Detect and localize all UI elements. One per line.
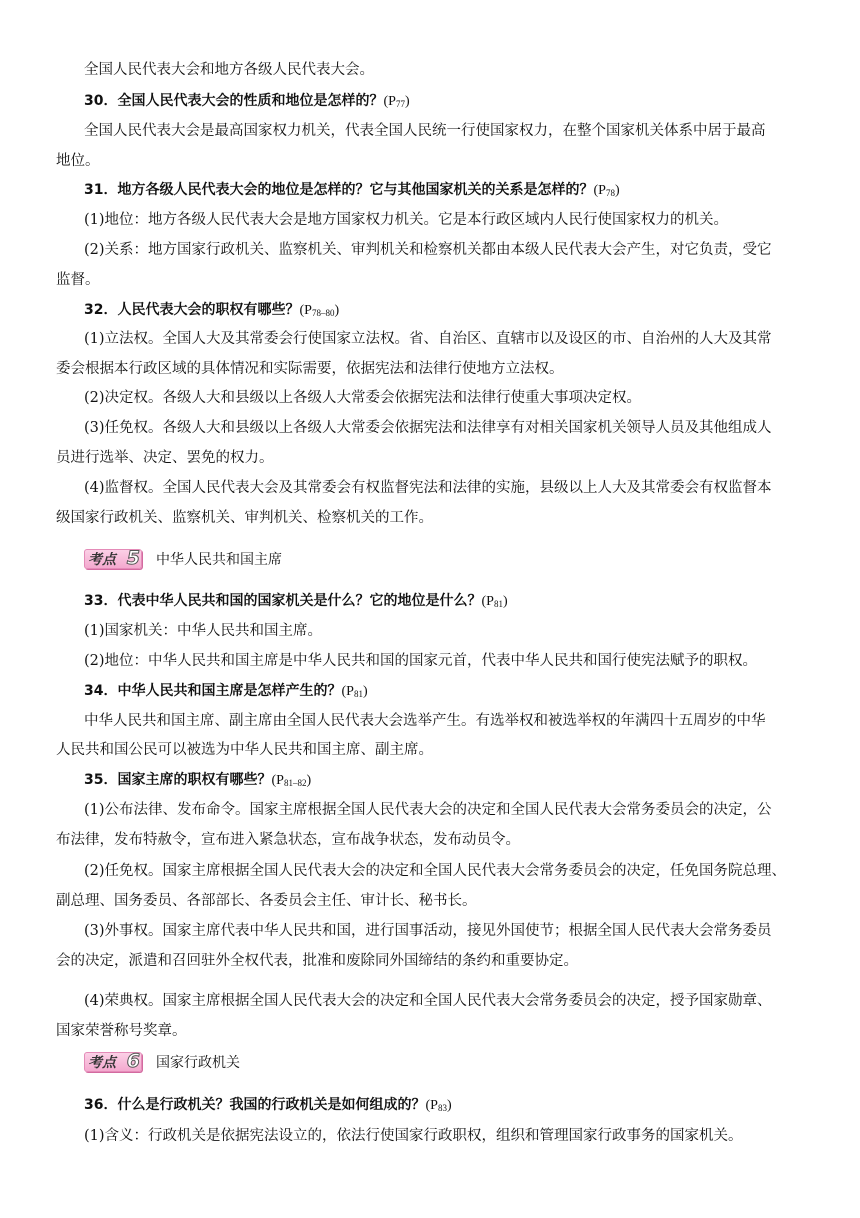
text-line: 布法律，发布特赦令，宣布进入紧急状态，宣布战争状态，发布动员令。: [56, 832, 520, 848]
text-line: 委会根据本行政区域的具体情况和实际需要，依据宪法和法律行使地方立法权。: [56, 361, 564, 377]
question-31: 31．地方各级人民代表大会的地位是怎样的？它与其他国家机关的关系是怎样的？$(P_{78})$: [84, 182, 620, 198]
question-33: 33．代表中华人民共和国的国家机关是什么？它的地位是什么？$(P_{81})$: [84, 593, 508, 609]
text-line: 级国家行政机关、监察机关、审判机关、检察机关的工作。: [56, 510, 433, 526]
text-line: 全国人民代表大会是最高国家权力机关，代表全国人民统一行使国家权力，在整个国家机关体系中居于最高: [84, 123, 766, 139]
text-line: (3)外事权。国家主席代表中华人民共和国，进行国事活动，接见外国使节；根据全国人民代表大会常务委员: [84, 923, 772, 939]
kaodian-badge: 考点 5: [84, 549, 142, 569]
text-line: (4)荣典权。国家主席根据全国人民代表大会的决定和全国人民代表大会常务委员会的决定，授予国家勋章、: [84, 993, 772, 1009]
kaodian-badge: 考点 6: [84, 1052, 142, 1072]
kaodian-heading-5: [84, 548, 282, 570]
text-line: (1)地位：地方各级人民代表大会是地方国家权力机关。它是本行政区域内人民行使国家权力的机关。: [84, 212, 729, 228]
text-line: (2)关系：地方国家行政机关、监察机关、审判机关和检察机关都由本级人民代表大会产生，对它负责，受它: [84, 242, 772, 258]
text-line: 副总理、国务委员、各部部长、各委员会主任、审计长、秘书长。: [56, 893, 477, 909]
text-line: (1)国家机关：中华人民共和国主席。: [84, 623, 323, 639]
text-line: 全国人民代表大会和地方各级人民代表大会。: [84, 62, 374, 78]
text-line: 会的决定，派遣和召回驻外全权代表，批准和废除同外国缔结的条约和重要协定。: [56, 953, 578, 969]
text-line: (2)决定权。各级人大和县级以上各级人大常委会依据宪法和法律行使重大事项决定权。: [84, 390, 642, 406]
kaodian-title: 中华人民共和国主席: [156, 552, 282, 568]
question-34: 34．中华人民共和国主席是怎样产生的？$(P_{81})$: [84, 683, 368, 699]
text-line: (3)任免权。各级人大和县级以上各级人大常委会依据宪法和法律享有对相关国家机关领导人员及其他组成人: [84, 420, 772, 436]
text-line: 中华人民共和国主席、副主席由全国人民代表大会选举产生。有选举权和被选举权的年满四十五周岁的中华: [84, 713, 766, 729]
question-36: 36．什么是行政机关？我国的行政机关是如何组成的？$(P_{83})$: [84, 1097, 452, 1113]
kaodian-heading-6: [84, 1051, 240, 1073]
text-line: (2)任免权。国家主席根据全国人民代表大会的决定和全国人民代表大会常务委员会的决定，任免国务院总理、: [84, 863, 787, 879]
text-line: 地位。: [56, 153, 100, 169]
kaodian-title: 国家行政机关: [156, 1055, 240, 1071]
text-line: (1)含义：行政机关是依据宪法设立的，依法行使国家行政职权，组织和管理国家行政事务的国家机关。: [84, 1128, 743, 1144]
question-32: 32．人民代表大会的职权有哪些？$(P_{78-80})$: [84, 302, 340, 318]
text-line: 国家荣誉称号奖章。: [56, 1023, 187, 1039]
text-line: 监督。: [56, 272, 100, 288]
text-line: (4)监督权。全国人民代表大会及其常委会有权监督宪法和法律的实施，县级以上人大及其常委会有权监督本: [84, 480, 772, 496]
text-line: (1)立法权。全国人大及其常委会行使国家立法权。省、自治区、直辖市以及设区的市、自治州的人大及其常: [84, 331, 772, 347]
text-line: 人民共和国公民可以被选为中华人民共和国主席、副主席。: [56, 742, 433, 758]
text-line: (2)地位：中华人民共和国主席是中华人民共和国的国家元首，代表中华人民共和国行使宪法赋予的职权。: [84, 653, 758, 669]
question-35: 35．国家主席的职权有哪些？$(P_{81-82})$: [84, 772, 312, 788]
text-line: (1)公布法律、发布命令。国家主席根据全国人民代表大会的决定和全国人民代表大会常务委员会的决定，公: [84, 802, 772, 818]
question-30: 30．全国人民代表大会的性质和地位是怎样的？$(P_{77})$: [84, 93, 410, 109]
text-line: 员进行选举、决定、罢免的权力。: [56, 450, 274, 466]
